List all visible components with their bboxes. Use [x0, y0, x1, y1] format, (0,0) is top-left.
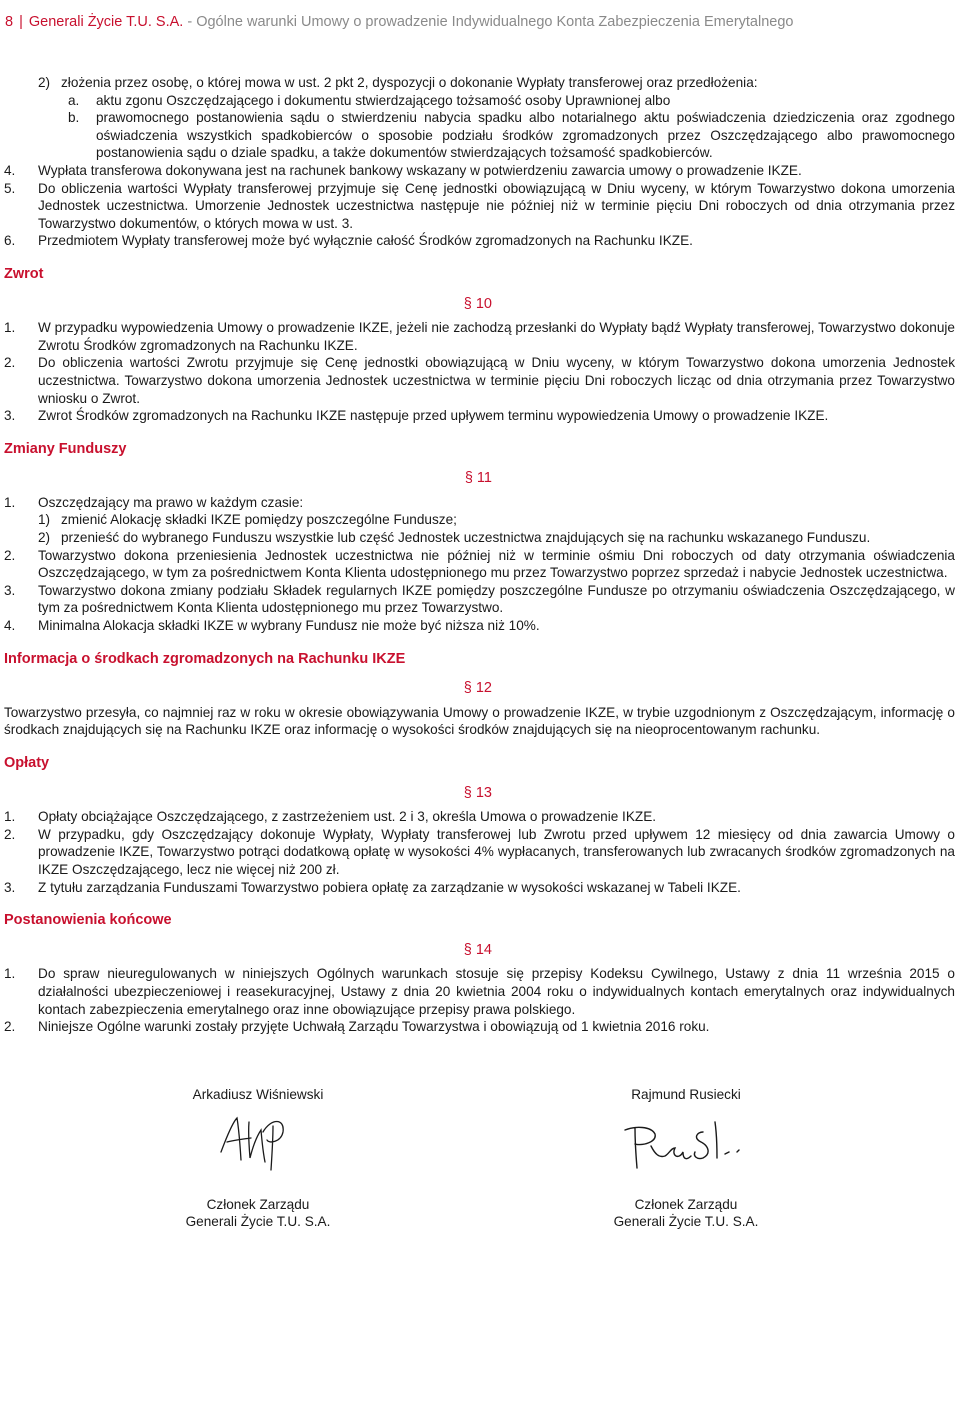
- item-number: 2.: [4, 547, 16, 563]
- paragraph-text: Towarzystwo przesyła, co najmniej raz w roku w okresie obowiązywania Umowy o prowadzenie IKZE, w trybie uzgodnionym z Oszczędzającym, informację o środkach znajdujących się na Rachunku IKZE oraz informację o wysokości środków znajdujących się na nieoprocentowanym rachunku.: [4, 704, 955, 738]
- signature-block-right: [596, 1086, 776, 1231]
- paragraph-number: § 12: [463, 680, 492, 697]
- list-item: [4, 180, 955, 233]
- item-number: 1.: [4, 494, 16, 510]
- list-item: [4, 808, 955, 826]
- signatory-company: Generali Życie T.U. S.A.: [185, 1214, 331, 1230]
- item-text: Do obliczenia wartości Wypłaty transferowej przyjmuje się Cenę jednostki obowiązującą w Dniu wyceny, w którym Towarzystwo dokona umorzenia Jednostek uczestnictwa. Umorzenie Jednostek uczestnictwa następuje nie później niż w terminie pięciu Dni roboczych od dnia otrzymania przez Towarzystwo dokumentów, o których mowa w ust. 3.: [38, 180, 955, 231]
- item-number: 2.: [4, 355, 16, 371]
- item-text: Zwrot Środków zgromadzonych na Rachunku IKZE następuje przed upływem terminu wypowiedzenia Umowy o prowadzenie IKZE.: [38, 408, 829, 424]
- list-item: [4, 354, 955, 407]
- paragraph-number: § 11: [464, 470, 492, 487]
- item-number: b.: [68, 110, 80, 126]
- signatory-role: Członek Zarządu: [634, 1196, 738, 1212]
- signature-block-left: [172, 1086, 344, 1231]
- list-item: [4, 547, 955, 582]
- list-item: [4, 826, 955, 879]
- list-item: [4, 617, 955, 635]
- item-text: Do spraw nieuregulowanych w niniejszych Ogólnych warunkach stosuje się przepisy Kodeksu Cywilnego, Ustawy z dnia 11 września 2015 o działalności ubezpieczeniowej i reasekuracyjnej, Ustawy z dnia 20 kwietnia 2004 roku o indywidualnych kontach emerytalnych oraz indywidualnych kontach zabezpieczenia emerytalnego oraz inne obowiązujące przepisy prawa polskiego.: [38, 966, 955, 1017]
- item-text: Oszczędzający ma prawo w każdym czasie:: [38, 494, 304, 510]
- item-number: 2.: [4, 1019, 16, 1035]
- section-title-zmiany-funduszy: Zmiany Funduszy: [4, 440, 127, 457]
- item-text: aktu zgonu Oszczędzającego i dokumentu stwierdzającego tożsamość osoby Uprawnionej albo: [96, 92, 671, 108]
- item-number: 4.: [4, 618, 16, 634]
- list-item: [4, 1018, 955, 1036]
- list-item: [4, 319, 955, 354]
- item-text: przenieść do wybranego Funduszu wszystkie lub część Jednostek uczestnictwa znajdujących się na rachunku wskazanego Funduszu.: [61, 530, 871, 546]
- list-item: [4, 232, 955, 250]
- item-text: Przedmiotem Wypłaty transferowej może być wyłącznie całość Środków zgromadzonych na Rachunku IKZE.: [38, 233, 693, 249]
- paragraph-number: § 14: [463, 941, 492, 958]
- item-number: 2): [38, 530, 51, 546]
- section-title-oplaty: Opłaty: [4, 755, 50, 771]
- page-number: 8: [5, 14, 14, 30]
- item-text: Towarzystwo dokona zmiany podziału Składek regularnych IKZE pomiędzy poszczególne Fundusze po otrzymaniu oświadczenia Oszczędzającego, w tym za pośrednictwem Konta Klienta udostępnionego mu przez Towarzystwo.: [38, 582, 955, 616]
- item-text: prawomocnego postanowienia sądu o stwierdzeniu nabycia spadku albo notarialnego aktu poświadczenia dziedziczenia oraz zgodnego oświadczenia wszystkich spadkobierców o sposobie podziału środków zgromadzonych przez Oszczędzającego albo prawomocnego postanowienia sądu o dziale spadku, a także dokumentów stwierdzających tożsamość spadkobierców.: [96, 110, 955, 161]
- item-text: Do obliczenia wartości Zwrotu przyjmuje się Cenę jednostki obowiązującą w Dniu wyceny, w którym Towarzystwo dokona umorzenia Jednostek uczestnictwa. Towarzystwo dokona umorzenia Jednostek uczestnictwa w terminie pięciu Dni roboczych licząc od dnia otrzymania przez Towarzystwo wniosku o Zwrot.: [38, 355, 955, 406]
- paragraph-number: § 10: [463, 295, 492, 312]
- handwritten-signature-icon: [621, 1112, 751, 1174]
- item-number: 1.: [4, 320, 16, 336]
- item-number: 1): [38, 512, 51, 528]
- signatory-name: Arkadiusz Wiśniewski: [192, 1087, 324, 1102]
- list-item: [4, 879, 955, 897]
- item-number: 2.: [4, 826, 16, 842]
- signatory-role: Członek Zarządu: [206, 1196, 310, 1212]
- document-title: - Ogólne warunki Umowy o prowadzenie Indywidualnego Konta Zabezpieczenia Emerytalnego: [187, 14, 794, 30]
- item-text: W przypadku wypowiedzenia Umowy o prowadzenie IKZE, jeżeli nie zachodzą przesłanki do Wypłaty bądź Wypłaty transferowej, Towarzystwo dokonuje Zwrotu Środków zgromadzonych na Rachunku IKZE.: [38, 320, 955, 353]
- item-number: a.: [68, 92, 80, 108]
- list-item: [4, 965, 955, 1018]
- item-number: 1.: [4, 966, 16, 982]
- item-text: Minimalna Alokacja składki IKZE w wybrany Fundusz nie może być niższa niż 10%.: [38, 618, 540, 634]
- item-number: 5.: [4, 180, 16, 196]
- list-item: [4, 582, 955, 617]
- item-number: 2): [38, 75, 51, 90]
- list-item: [4, 162, 955, 180]
- page-header: [5, 14, 793, 30]
- item-text: Z tytułu zarządzania Funduszami Towarzystwo pobiera opłatę za zarządzanie w wysokości wskazanej w Tabeli IKZE.: [38, 879, 741, 895]
- item-text: Wypłata transferowa dokonywana jest na rachunek bankowy wskazany w potwierdzeniu zawarcia umowy o prowadzenie IKZE.: [38, 162, 802, 178]
- item-text: Towarzystwo dokona przeniesienia Jednostek uczestnictwa nie później niż w terminie ośmiu Dni roboczych od daty otrzymania oświadczenia Oszczędzającego, w tym za pośrednictwem Konta Klienta udostępnionego mu przez Towarzystwo poprzez sprzedaż i nabycie Jednostek uczestnictwa.: [38, 547, 955, 581]
- section-title-postanowienia-koncowe: Postanowienia końcowe: [4, 912, 172, 929]
- handwritten-signature-icon: [213, 1112, 303, 1174]
- list-item: [4, 92, 955, 110]
- item-number: 6.: [4, 233, 16, 249]
- document-body: [4, 74, 955, 1036]
- section-title-zwrot: Zwrot: [4, 265, 44, 282]
- item-number: 3.: [4, 582, 16, 598]
- item-number: 4.: [4, 162, 16, 178]
- paragraph-number: § 13: [463, 784, 492, 801]
- list-item: [4, 407, 955, 425]
- list-item: [4, 511, 955, 529]
- item-text: W przypadku, gdy Oszczędzający dokonuje Wypłaty, Wypłaty transferowej lub Zwrotu przed upływem 12 miesięcy od dnia zawarcia Umowy o prowadzenie IKZE, Towarzystwo potrąci dodatkową opłatę w wysokości 4% wypłacanych, transferowanych lub zwracanych środków zgromadzonych na IKZE Oszczędzającego, lecz nie więcej niż 200 zł.: [38, 826, 955, 877]
- item-text: zmienić Alokację składki IKZE pomiędzy poszczególne Fundusze;: [61, 512, 457, 528]
- list-item: [4, 494, 955, 512]
- list-item: [4, 74, 955, 92]
- item-text: złożenia przez osobę, o której mowa w ust. 2 pkt 2, dyspozycji o dokonanie Wypłaty transferowej oraz przedłożenia:: [61, 75, 758, 90]
- item-text: Opłaty obciążające Oszczędzającego, z zastrzeżeniem ust. 2 i 3, określa Umowa o prowadzenie IKZE.: [38, 809, 657, 825]
- item-number: 3.: [4, 879, 16, 895]
- signatory-company: Generali Życie T.U. S.A.: [613, 1214, 759, 1230]
- signatory-name: Rajmund Rusiecki: [631, 1087, 741, 1102]
- company-name: Generali Życie T.U. S.A.: [28, 14, 184, 30]
- item-number: 3.: [4, 408, 16, 424]
- item-number: 1.: [4, 809, 16, 825]
- section-title-informacja: Informacja o środkach zgromadzonych na Rachunku IKZE: [4, 650, 406, 667]
- list-item: [4, 529, 955, 547]
- item-text: Niniejsze Ogólne warunki zostały przyjęte Uchwałą Zarządu Towarzystwa i obowiązują od 1 kwietnia 2016 roku.: [38, 1019, 710, 1035]
- list-item: [4, 109, 955, 162]
- header-separator: |: [19, 14, 23, 30]
